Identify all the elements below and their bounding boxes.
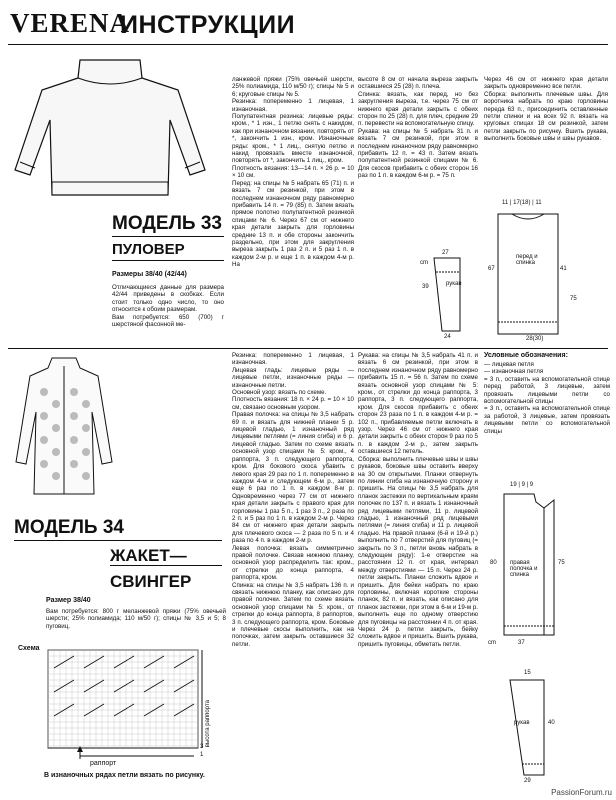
sweater-sketch — [10, 50, 210, 200]
brand-logo: VERENA — [10, 8, 131, 38]
model33-col3: высоте 8 см от начала выреза закрыть оставшиеся 25 (28) п. плеча. Спинка: вязать, как перед, но без закругления выреза, т.е. через 75 см от нижнего края детали закрыть с обеих сторон по 25 (28) п. для плеч, средние 29 п. перевести на вспомогательную спицу. Рукава: на спицы № 5 набрать 31 п. и вязать 7 см резинкой, при этом в последнем изнаночном ряду равномерно прибавить 12 п. = 43 п. Затем вязать полупатентной резинкой спицами № 6. Для скосов прибавить с обеих сторон 16 раз по 1 п. в каждом 6-м р. = 75 п. — [358, 76, 478, 180]
section-divider — [8, 348, 608, 349]
d33-sleeve-label: рукав — [446, 281, 462, 287]
d34-dim-29: 29 — [524, 778, 531, 784]
legend-item-2: — изнаночная петля — [484, 368, 544, 376]
d33-dim-41: 41 — [560, 266, 567, 272]
header-rule — [8, 44, 608, 45]
model33-rule2 — [112, 260, 224, 261]
d33-bottom-dim: 28(30) — [526, 336, 544, 342]
legend-item-4: = 3 п., оставить на вспомогательной спице за работой, 3 лицевые, затем провязать лицевыми петли со вспомогательной спицы — [484, 405, 610, 435]
d33-dim-27: 27 — [442, 250, 449, 256]
knit-scheme-grid — [44, 648, 214, 760]
scheme-row-3: 3 — [200, 744, 204, 750]
d34-dim-15: 15 — [524, 670, 531, 676]
d34-dim-40: 40 — [548, 720, 555, 726]
scheme-height-label: высота раппорта — [205, 700, 211, 748]
pattern-diagram-33 — [420, 196, 610, 346]
model33-col2: ланжевой пряжи (75% овечьей шерсти, 25% полиамида, 110 м/50 г); спицы № 5 и 6; круговые спицы № 5. Резинка: попеременно 1 лицевая, 1 изнаночная. Полупатентная резинка: лицевые ряды: кром., * 1 изн., 1 петлю снять с накидом, как при изнаночном вязании, повторять от *, закончить 1 изн., кром. Изнаночные ряды: кром., * 1 лиц., снятую петлю и накид провязать вместе изнаночной, повторять от *, закончить 1 лиц., кром. Плотность вязания: 13—14 п. × 26 р. = 10 × 10 см. Перед: на спицы № 5 набрать 65 (71) п. и вязать 7 см резинкой, при этом в последнем изнаночном ряду равномерно прибавить 14 п. = 79 (85) п. Затем вязать прямое полотно полупатентной резинкой спицами № 6. Через 67 см от нижнего края детали закрыть для горловины средние 13 п. и обе стороны закончить раздельно, при этом для закругления выреза закрыть 1 раз 2 п. и 5 раз 1 п. в каждом 2-м р. и еще 1 п. в каждом 4-м р. На — [232, 76, 354, 269]
pattern-diagram-34 — [484, 480, 610, 790]
d34-top-dims: 19 | 9 | 9 — [510, 482, 534, 488]
model34-rule — [14, 540, 222, 541]
model34-col2: Резинка: попеременно 1 лицевая, 1 изнаночная. Лицевая гладь: лицевые ряды — лицевые петли, изнаночные ряды — изнаночные петли. Основной узор: вязать по схеме. Плотность вязания: 18 п. × 24 р. = 10 × 10 см, связано основным узором. Правая полочка: на спицы № 3,5 набрать 69 п. и вязать для нижней планки 5 р. лицевой гладью, 1 изнаночный ряд лицевыми петлями (= линия сгиба) и 6 р. лицевой гладью. Затем по схеме вязать основной узор спицами № 5: кром., 4 раппорта, 3 п. следующего раппорта, кром. Для бокового скоса убавить с левого края 29 раз по 1 п. попеременно в каждом 4-м и следующем 6-м р., затем еще 6 раз по 1 п. в каждом 8-м р. Одновременно через 77 см от нижнего края детали закрыть с правого края для горловины 1 раз 5 п., 1 раз 3 п., 2 раза по 2 п. и 5 раз по 1 п. в каждом 2-м р. Через 84 см от нижнего края детали закрыть для плечевого скоса — 2 раза по 5 п. и 4 раза по 4 п. в каждом 2-м р. Левая полочка: вязать симметрично правой полочке. Связав нижнюю планку, основной узор распределить так: кром., от стрелки до конца раппорта, 4 раппорта, кром. Спинка: на спицы № 3,5 набрать 136 п. и связать нижнюю планку, как описано для правой полочки. Затем по схеме вязать основной узор спицами № 5: кром., от стрелки до конца раппорта, 8 раппортов, 3 п. следующего раппорта, кром. Боковые и плечевые скосы выполнить, как на полочках, затем закрыть оставшиеся 32 петли. — [232, 352, 354, 648]
scheme-row-1: 1 — [200, 752, 204, 758]
d34-dim-80: 80 — [490, 560, 497, 566]
d34-front-label: правая полочка и спинка — [510, 560, 538, 578]
legend-title: Условные обозначения: — [484, 352, 568, 359]
d33-front-label: перед и спинка — [516, 254, 538, 266]
d33-unit: cm — [420, 260, 428, 266]
model33-number: МОДЕЛЬ 33 — [112, 213, 222, 234]
jacket-sketch — [14, 352, 114, 500]
legend-item-1: — лицевая петля — [484, 361, 534, 368]
watermark: PassionForum.ru — [551, 788, 612, 797]
d33-dim-39: 39 — [422, 284, 429, 290]
model33-col1: Отличающиеся данные для размера 42/44 приведены в скобках. Если стоит только одно число, то оно относится к обоим размерам. Вам потребуется: 650 (700) г шерстяной фасонной ме- — [112, 284, 224, 329]
legend-item-3: = 3 п., оставить на вспомогательной спице перед работой, 3 лицевые, затем провязать лицевыми петли со вспомогательной спицы — [484, 375, 610, 406]
d33-dim-75: 75 — [570, 296, 577, 302]
scheme-note: В изнаночных рядах петли вязать по рисунку. — [44, 772, 205, 779]
model34-number: МОДЕЛЬ 34 — [14, 517, 124, 538]
model33-name: ПУЛОВЕР — [112, 241, 185, 258]
model34-sizes: Размер 38/40 — [46, 597, 91, 604]
model34-rule2 — [110, 565, 222, 566]
model33-rule — [112, 236, 224, 237]
legend — [484, 352, 610, 435]
page-title: ИНСТРУКЦИИ — [120, 11, 296, 39]
d34-dim-75: 75 — [558, 560, 565, 566]
d33-dim-67: 67 — [488, 266, 495, 272]
d33-top-dims: 11 | 17(18) | 11 — [502, 200, 542, 206]
scheme-width-label: раппорт — [90, 760, 117, 767]
model34-name1: ЖАКЕТ— — [110, 546, 187, 565]
d34-sleeve-label: рукав — [514, 720, 530, 726]
model33-col4: Через 46 см от нижнего края детали закрыть одновременно все петли. Сборка: выполнить плечевые швы. Для воротника набрать по краю горловины переда 63 п., присоединить оставленные петли спинки и на всех 92 п. вязать на круговых спицах 18 см резинкой, затем петли закрыть по рисунку. Вшить рукава, выполнить боковые швы и швы рукавов. — [484, 76, 608, 143]
scheme-title: Схема — [18, 645, 40, 652]
d33-dim-24: 24 — [444, 334, 451, 340]
model34-col3: Рукава: на спицы № 3,5 набрать 41 п. и вязать 6 см резинкой, при этом в последнем изнаночном ряду равномерно прибавить 15 п. = 56 п. Затем по схеме вязать основной узор спицами № 5: кром., от стрелки до конца раппорта, 3 раппорта, 3 п. следующего раппорта, кром. Для скосов прибавить с обеих сторон 23 раза по 1 п. в каждом 4-м р. = 102 п., прибавляемые петли включать в узор. Через 46 см от нижнего края детали закрыть с обеих сторон 9 раз по 5 п. в каждом 2-м р., затем закрыть оставшиеся 12 петель. Сборка: выполнить плечевые швы и швы рукавов, боковые швы оставить вверху на 30 см открытыми. Планки отвернуть по линии сгиба на изнаночную сторону и пришить. На спицы № 3,5 набрать для планок застежки по вертикальным краям полочек по 137 п. и вязать 1 изнаночный ряд лицевыми петлями, 11 р. лицевой гладью, 1 изнаночный ряд лицевыми петлями (= линия сгиба) и 11 р. лицевой гладью. На правой планке (6-й и 19-й р.) выполнить по 7 отверстий для пуговиц (= закрыть по 3 п., петли вновь набрать в следующем ряду): 1-е отверстие на расстоянии 12 п. от края, интервал между отверстиями — 15 п. Через 24 р. петли закрыть. Планки сложить вдвое и пришить. Для бейки набрать по краю горловины, включая короткие стороны планок, 82 п. и вязать, как описано для планок застежки, при этом в 6-м и 19-м р. выполнить еще по одному отверстию для пуговицы на расстоянии 4 п. от края. Через 24 р. петли закрыть, бейку сложить вдвое и пришить. Вшить рукава, пришить пуговицы, обметать петли. — [358, 352, 478, 648]
d34-unit: cm — [488, 640, 496, 646]
model33-sizes: Размеры 38/40 (42/44) — [112, 271, 187, 278]
model34-name2: СВИНГЕР — [110, 572, 192, 591]
model34-col1: Вам потребуется: 800 г меланжевой пряжи (75% овечьей шерсти; 25% полиамида; 110 м/50 г); спицы № 3,5 и 5; 8 пуговиц. — [46, 608, 226, 630]
d34-dim-37: 37 — [518, 640, 525, 646]
